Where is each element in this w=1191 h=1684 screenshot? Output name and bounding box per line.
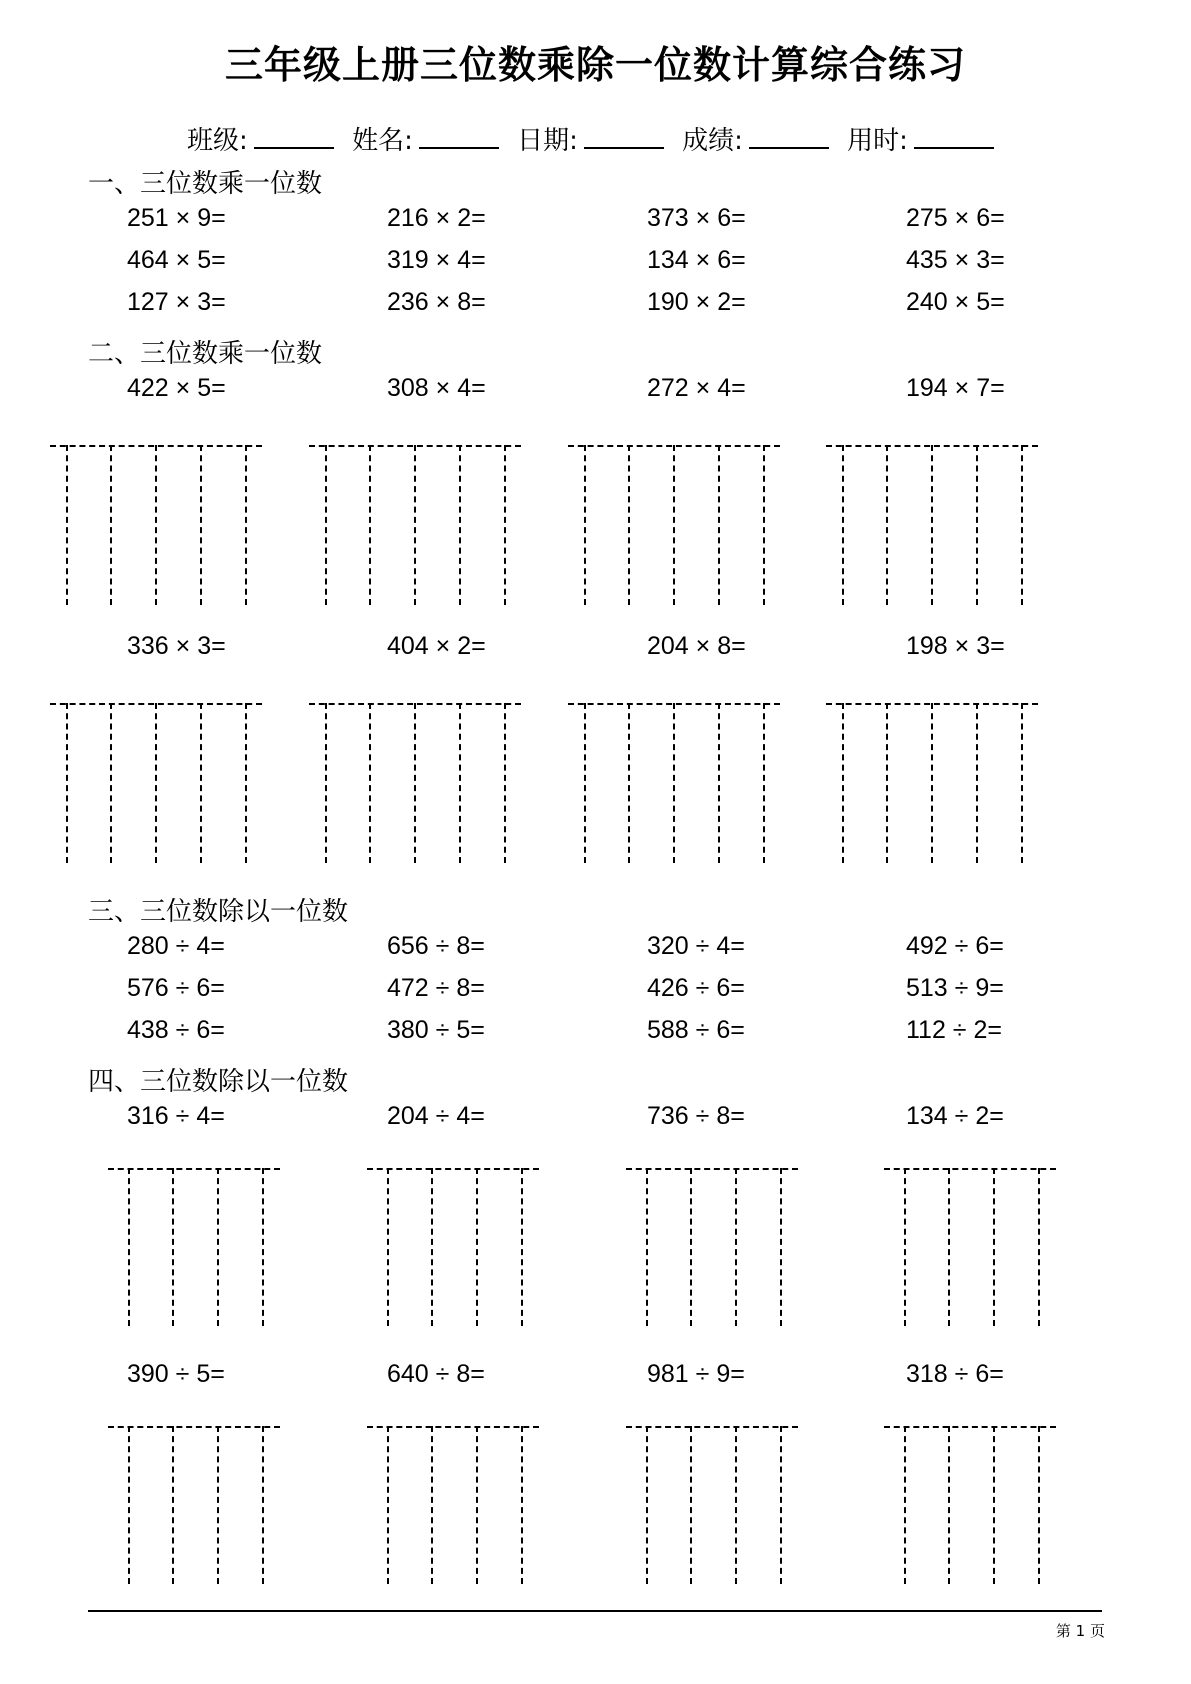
footer-divider <box>88 1610 1102 1612</box>
problem: 240 × 5= <box>906 288 1005 316</box>
problem: 204 ÷ 4= <box>387 1102 485 1130</box>
date-label: 日期: <box>517 126 578 156</box>
problem: 464 × 5= <box>127 246 226 274</box>
problem: 112 ÷ 2= <box>906 1016 1002 1044</box>
problem: 236 × 8= <box>387 288 486 316</box>
problem: 194 × 7= <box>906 374 1005 402</box>
time-label: 用时: <box>847 126 908 156</box>
problem: 134 ÷ 2= <box>906 1102 1004 1130</box>
problem: 204 × 8= <box>647 632 746 660</box>
problem: 336 × 3= <box>127 632 226 660</box>
problem: 404 × 2= <box>387 632 486 660</box>
problem: 656 ÷ 8= <box>387 932 485 960</box>
problem: 127 × 3= <box>127 288 226 316</box>
problem: 320 ÷ 4= <box>647 932 745 960</box>
score-blank[interactable] <box>749 125 829 149</box>
section-heading-4: 四、三位数除以一位数 <box>88 1067 349 1097</box>
problem: 190 × 2= <box>647 288 746 316</box>
section-heading-3: 三、三位数除以一位数 <box>88 897 349 927</box>
problem: 134 × 6= <box>647 246 746 274</box>
class-field[interactable] <box>187 126 334 156</box>
score-field[interactable] <box>682 126 829 156</box>
problem: 319 × 4= <box>387 246 486 274</box>
problem: 981 ÷ 9= <box>647 1360 745 1388</box>
problem: 435 × 3= <box>906 246 1005 274</box>
problem: 576 ÷ 6= <box>127 974 225 1002</box>
problem: 736 ÷ 8= <box>647 1102 745 1130</box>
problem: 318 ÷ 6= <box>906 1360 1004 1388</box>
date-blank[interactable] <box>584 125 664 149</box>
section-heading-2: 二、三位数乘一位数 <box>88 339 323 369</box>
problem: 251 × 9= <box>127 204 226 232</box>
class-label: 班级: <box>187 126 248 156</box>
problem: 438 ÷ 6= <box>127 1016 225 1044</box>
section-heading-1: 一、三位数乘一位数 <box>88 169 323 199</box>
name-field[interactable] <box>352 126 499 156</box>
problem: 472 ÷ 8= <box>387 974 485 1002</box>
page-number: 第 1 页 <box>1055 1622 1105 1640</box>
problem: 426 ÷ 6= <box>647 974 745 1002</box>
worksheet-title: 三年级上册三位数乘除一位数计算综合练习 <box>224 43 966 87</box>
name-label: 姓名: <box>352 126 413 156</box>
problem: 640 ÷ 8= <box>387 1360 485 1388</box>
problem: 390 ÷ 5= <box>127 1360 225 1388</box>
problem: 308 × 4= <box>387 374 486 402</box>
problem: 316 ÷ 4= <box>127 1102 225 1130</box>
problem: 216 × 2= <box>387 204 486 232</box>
student-info-row <box>0 120 1191 157</box>
score-label: 成绩: <box>682 126 743 156</box>
problem: 380 ÷ 5= <box>387 1016 485 1044</box>
time-blank[interactable] <box>914 125 994 149</box>
problem: 588 ÷ 6= <box>647 1016 745 1044</box>
problem: 280 ÷ 4= <box>127 932 225 960</box>
problem: 275 × 6= <box>906 204 1005 232</box>
class-blank[interactable] <box>254 125 334 149</box>
date-field[interactable] <box>517 126 664 156</box>
problem: 198 × 3= <box>906 632 1005 660</box>
problem: 272 × 4= <box>647 374 746 402</box>
time-field[interactable] <box>847 126 994 156</box>
problem: 373 × 6= <box>647 204 746 232</box>
name-blank[interactable] <box>419 125 499 149</box>
problem: 492 ÷ 6= <box>906 932 1004 960</box>
problem: 513 ÷ 9= <box>906 974 1004 1002</box>
problem: 422 × 5= <box>127 374 226 402</box>
